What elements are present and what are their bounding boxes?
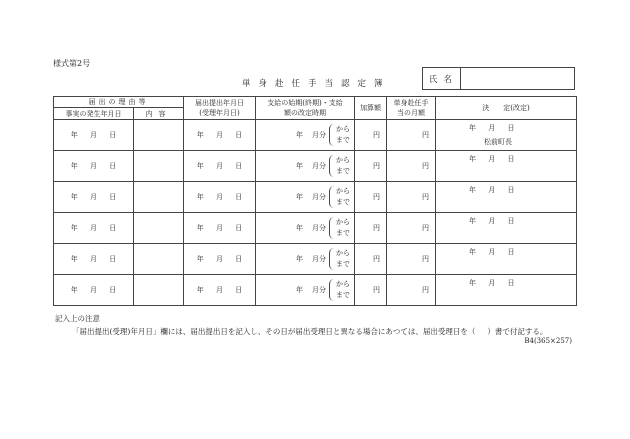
yen-unit: 円 [373,131,380,139]
yen-unit: 円 [373,162,380,170]
submission-month: 月 [216,162,223,170]
content-cell[interactable] [134,151,184,182]
period-from: から [336,218,350,226]
period-month-part: 月分 [312,131,326,139]
content-cell[interactable] [134,182,184,213]
decision-year: 年 [469,186,476,194]
decision-year: 年 [469,124,476,132]
occurrence-year: 年 [70,162,78,170]
submission-year: 年 [196,255,204,263]
occurrence-day: 日 [109,286,117,294]
submission-month: 月 [216,193,223,201]
yen-unit: 円 [422,224,429,232]
submission-date-cell[interactable] [184,244,256,275]
period-from: から [336,249,350,257]
yen-unit: 円 [422,286,429,294]
decision-cell[interactable] [436,182,577,213]
decision-year: 年 [469,155,476,163]
yen-unit: 円 [373,193,380,201]
monthly-amount-cell[interactable] [387,151,436,182]
occurrence-date-cell[interactable] [54,151,134,182]
submission-day: 日 [235,193,243,201]
submission-day: 日 [235,255,243,263]
brace-icon [329,248,335,270]
period-month-part: 月分 [312,255,326,263]
submission-month: 月 [216,255,223,263]
header-occurrence-date: 事実の発生年月日 [54,108,134,120]
decision-date [464,247,519,257]
decision-cell[interactable] [436,213,577,244]
yen-unit: 円 [373,255,380,263]
occurrence-day: 日 [109,193,117,201]
decision-day: 日 [507,217,515,225]
decision-month: 月 [488,155,496,163]
submission-month: 月 [216,131,223,139]
decision-date [464,185,519,195]
decision-month: 月 [488,248,496,256]
additional-amount-cell[interactable] [355,275,387,306]
occurrence-month: 月 [90,162,97,170]
header-monthly-amount: 単身赴任手 当の月額 [387,97,436,120]
table-row [54,244,577,275]
period-until: まで [336,291,350,299]
yen-unit: 円 [422,162,429,170]
decision-year: 年 [469,248,476,256]
occurrence-date-cell[interactable] [54,213,134,244]
occurrence-month: 月 [90,286,97,294]
submission-day: 日 [235,286,243,294]
occurrence-date-cell[interactable] [54,182,134,213]
period-until: まで [336,260,350,268]
period-until: まで [336,198,350,206]
period-year: 年 [296,193,303,201]
submission-date-cell[interactable] [184,213,256,244]
form-title: 単身赴任手当認定簿 [242,79,391,89]
period-year: 年 [296,224,303,232]
payment-period-cell[interactable] [256,244,355,275]
submission-year: 年 [196,224,204,232]
period-from: から [336,187,350,195]
brace-icon [329,186,335,208]
paper-size-note: B4(365×257) [524,337,572,345]
yen-unit: 円 [373,224,380,232]
decision-signature: 松前町長 [484,138,512,146]
occurrence-year: 年 [70,131,78,139]
decision-cell[interactable] [436,244,577,275]
monthly-amount-cell[interactable] [387,182,436,213]
occurrence-year: 年 [70,224,78,232]
submission-year: 年 [196,162,204,170]
decision-day: 日 [507,248,515,256]
certification-table [53,96,577,306]
decision-year: 年 [469,217,476,225]
notes-title: 記入上の注意 [55,314,100,323]
decision-date [464,154,519,164]
period-year: 年 [296,255,303,263]
payment-period-cell[interactable] [256,213,355,244]
occurrence-date-cell[interactable] [54,275,134,306]
decision-month: 月 [488,279,496,287]
period-until: まで [336,136,350,144]
occurrence-day: 日 [109,131,117,139]
decision-day: 日 [507,186,515,194]
payment-period-cell[interactable] [256,151,355,182]
occurrence-month: 月 [90,193,97,201]
brace-icon [329,217,335,239]
submission-date-cell[interactable] [184,275,256,306]
occurrence-year: 年 [70,255,78,263]
monthly-amount-cell[interactable] [387,244,436,275]
period-year: 年 [296,286,303,294]
occurrence-day: 日 [109,255,117,263]
brace-icon [329,279,335,301]
period-until: まで [336,229,350,237]
occurrence-day: 日 [109,162,117,170]
brace-icon [329,124,335,146]
payment-period-cell[interactable] [256,182,355,213]
period-from: から [336,125,350,133]
decision-day: 日 [507,279,515,287]
period-month-part: 月分 [312,286,326,294]
decision-cell[interactable] [436,120,577,151]
header-content: 内容 [134,108,184,120]
submission-day: 日 [235,162,243,170]
submission-year: 年 [196,286,204,294]
period-from: から [336,280,350,288]
header-additional-amount: 加算額 [355,97,387,120]
occurrence-year: 年 [70,286,78,294]
monthly-amount-cell[interactable] [387,213,436,244]
name-label: 氏名 [423,68,461,89]
name-box [422,67,575,90]
additional-amount-cell[interactable] [355,151,387,182]
content-cell[interactable] [134,275,184,306]
yen-unit: 円 [373,286,380,294]
occurrence-date-cell[interactable] [54,244,134,275]
decision-month: 月 [488,186,496,194]
submission-month: 月 [216,224,223,232]
additional-amount-cell[interactable] [355,213,387,244]
occurrence-month: 月 [90,224,97,232]
payment-period-cell[interactable] [256,120,355,151]
table-row [54,182,577,213]
period-month-part: 月分 [312,224,326,232]
occurrence-date-cell[interactable] [54,120,134,151]
decision-date [464,278,519,288]
content-cell[interactable] [134,244,184,275]
decision-cell[interactable] [436,275,577,306]
submission-day: 日 [235,131,243,139]
period-month-part: 月分 [312,193,326,201]
additional-amount-cell[interactable] [355,120,387,151]
occurrence-year: 年 [70,193,78,201]
submission-month: 月 [216,286,223,294]
submission-date-cell[interactable] [184,120,256,151]
content-cell[interactable] [134,120,184,151]
decision-day: 日 [507,124,515,132]
header-submission-date: 届出提出年月日 (受理年月日) [184,97,256,120]
content-cell[interactable] [134,213,184,244]
header-decision: 決 定(改定) [436,97,577,120]
header-payment-period: 支給の始期(終期)・支給 額の改定時期 [256,97,355,120]
payment-period-cell[interactable] [256,275,355,306]
decision-date [464,123,519,133]
decision-month: 月 [488,217,496,225]
additional-amount-cell[interactable] [355,244,387,275]
decision-year: 年 [469,279,476,287]
decision-date [464,216,519,226]
occurrence-month: 月 [90,131,97,139]
monthly-amount-cell[interactable] [387,275,436,306]
decision-cell[interactable] [436,151,577,182]
name-field[interactable] [461,68,574,89]
decision-day: 日 [507,155,515,163]
submission-year: 年 [196,131,204,139]
occurrence-day: 日 [109,224,117,232]
form-number: 様式第2号 [53,59,91,68]
table-row [54,275,577,306]
table-row [54,120,577,151]
submission-day: 日 [235,224,243,232]
yen-unit: 円 [422,255,429,263]
period-month-part: 月分 [312,162,326,170]
submission-date-cell[interactable] [184,151,256,182]
monthly-amount-cell[interactable] [387,120,436,151]
period-from: から [336,156,350,164]
yen-unit: 円 [422,131,429,139]
submission-date-cell[interactable] [184,182,256,213]
period-year: 年 [296,131,303,139]
table-row [54,151,577,182]
decision-month: 月 [488,124,496,132]
table-row [54,213,577,244]
period-year: 年 [296,162,303,170]
yen-unit: 円 [422,193,429,201]
submission-year: 年 [196,193,204,201]
header-reason-group: 届出の理由等 [54,97,184,108]
additional-amount-cell[interactable] [355,182,387,213]
brace-icon [329,155,335,177]
notes-body: 「届出提出(受理)年月日」欄には、届出提出日を記入し、その日が届出受理日と異なる場合にあつては、届出受理日を（ ）書で付記する。 [72,327,548,336]
period-until: まで [336,167,350,175]
occurrence-month: 月 [90,255,97,263]
